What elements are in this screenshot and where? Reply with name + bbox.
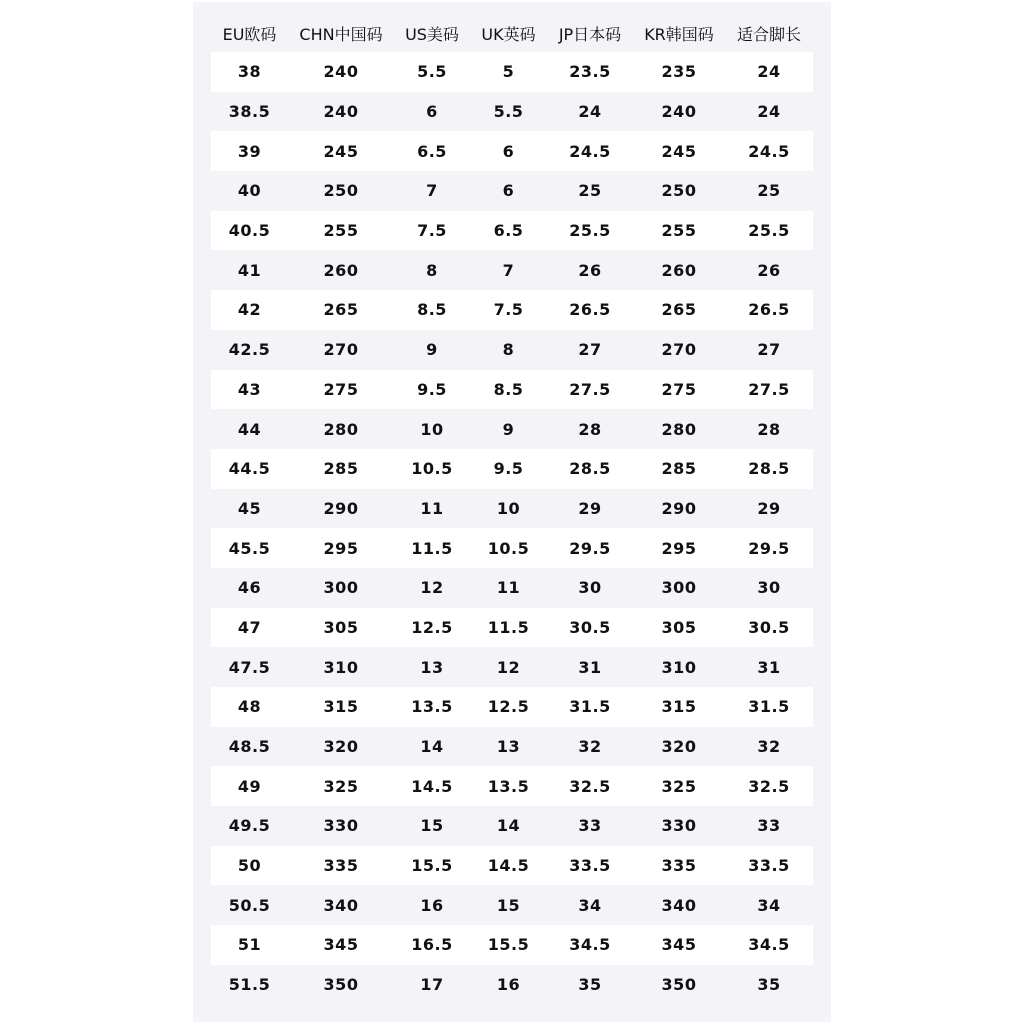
cell-uk: 7 xyxy=(502,260,515,280)
cell-kr: 290 xyxy=(661,498,697,518)
cell-jp: 30.5 xyxy=(569,617,611,637)
cell-foot-length: 35 xyxy=(757,975,781,995)
cell-us: 11.5 xyxy=(411,538,453,558)
cell-foot-length: 24 xyxy=(757,62,781,82)
cell-chn: 280 xyxy=(323,419,359,439)
cell-jp: 32 xyxy=(578,737,602,757)
cell-jp: 34 xyxy=(578,895,602,915)
table-row xyxy=(211,608,813,648)
cell-uk: 10 xyxy=(496,498,521,518)
table-row xyxy=(211,568,813,608)
table-row xyxy=(211,489,813,529)
cell-chn: 290 xyxy=(323,498,359,518)
cell-us: 14.5 xyxy=(411,776,453,796)
table-row xyxy=(211,370,813,410)
cell-eu: 42.5 xyxy=(228,340,271,360)
cell-us: 10.5 xyxy=(411,459,453,479)
cell-us: 17 xyxy=(420,975,444,995)
cell-jp: 26.5 xyxy=(569,300,611,320)
cell-chn: 345 xyxy=(323,935,359,955)
cell-chn: 260 xyxy=(323,260,359,280)
cell-kr: 270 xyxy=(661,340,697,360)
cell-foot-length: 31 xyxy=(757,657,781,677)
header-chn: CHN中国码 xyxy=(299,24,383,44)
cell-foot-length: 26 xyxy=(757,260,781,280)
table-row xyxy=(211,846,813,886)
cell-uk: 13.5 xyxy=(487,776,530,796)
cell-chn: 250 xyxy=(323,181,359,201)
cell-foot-length: 28.5 xyxy=(748,459,790,479)
cell-eu: 47.5 xyxy=(228,657,271,677)
cell-foot-length: 30.5 xyxy=(748,617,790,637)
cell-foot-length: 29.5 xyxy=(748,538,790,558)
cell-eu: 44.5 xyxy=(228,459,271,479)
cell-uk: 14.5 xyxy=(487,856,530,876)
cell-foot-length: 27.5 xyxy=(748,379,790,399)
table-row xyxy=(211,806,813,846)
cell-eu: 51 xyxy=(237,935,262,955)
cell-jp: 28.5 xyxy=(569,459,611,479)
cell-jp: 33.5 xyxy=(569,856,611,876)
cell-jp: 30 xyxy=(578,578,602,598)
cell-chn: 340 xyxy=(323,895,359,915)
cell-kr: 275 xyxy=(661,379,697,399)
cell-foot-length: 32 xyxy=(757,737,781,757)
cell-uk: 11 xyxy=(496,578,521,598)
table-row xyxy=(211,965,813,1005)
cell-kr: 280 xyxy=(661,419,697,439)
header-uk: UK英码 xyxy=(481,24,536,44)
cell-foot-length: 34.5 xyxy=(748,935,790,955)
table-row xyxy=(211,449,813,489)
cell-us: 6.5 xyxy=(417,141,447,161)
cell-jp: 33 xyxy=(578,816,602,836)
cell-chn: 320 xyxy=(323,737,359,757)
header-kr: KR韩国码 xyxy=(644,24,714,44)
table-row xyxy=(211,409,813,449)
cell-uk: 12.5 xyxy=(487,697,530,717)
cell-kr: 350 xyxy=(661,975,697,995)
cell-kr: 320 xyxy=(661,737,697,757)
cell-us: 16 xyxy=(420,895,444,915)
cell-jp: 29 xyxy=(578,498,602,518)
cell-chn: 265 xyxy=(323,300,359,320)
cell-us: 9 xyxy=(426,340,438,360)
cell-kr: 260 xyxy=(661,260,697,280)
header-us: US美码 xyxy=(405,24,459,44)
cell-us: 7 xyxy=(426,181,438,201)
cell-chn: 240 xyxy=(323,62,359,82)
table-row xyxy=(211,171,813,211)
cell-chn: 305 xyxy=(323,617,359,637)
table-header xyxy=(211,14,813,52)
cell-uk: 14 xyxy=(496,816,521,836)
cell-foot-length: 24.5 xyxy=(748,141,790,161)
cell-chn: 295 xyxy=(323,538,359,558)
cell-eu: 51.5 xyxy=(228,975,271,995)
cell-eu: 48.5 xyxy=(228,737,271,757)
cell-eu: 46 xyxy=(237,578,262,598)
cell-eu: 49 xyxy=(237,776,262,796)
cell-foot-length: 33.5 xyxy=(748,856,790,876)
cell-uk: 15 xyxy=(496,895,521,915)
table-row xyxy=(211,290,813,330)
cell-us: 11 xyxy=(420,498,444,518)
cell-uk: 12 xyxy=(496,657,521,677)
header-foot-length: 适合脚长 xyxy=(736,24,801,44)
cell-chn: 310 xyxy=(323,657,359,677)
table-body xyxy=(211,52,813,1005)
cell-jp: 29.5 xyxy=(569,538,611,558)
cell-kr: 315 xyxy=(661,697,697,717)
cell-jp: 23.5 xyxy=(569,62,611,82)
cell-eu: 41 xyxy=(237,260,262,280)
cell-kr: 310 xyxy=(661,657,697,677)
size-chart-panel xyxy=(193,2,831,1022)
cell-kr: 240 xyxy=(661,102,697,122)
table-row xyxy=(211,52,813,92)
cell-eu: 44 xyxy=(237,419,262,439)
header-jp: JP日本码 xyxy=(558,24,622,44)
cell-eu: 45.5 xyxy=(228,538,271,558)
cell-kr: 295 xyxy=(661,538,697,558)
cell-jp: 25 xyxy=(578,181,602,201)
cell-eu: 43 xyxy=(237,379,262,399)
table-row xyxy=(211,727,813,767)
cell-uk: 8.5 xyxy=(493,379,524,399)
table-row xyxy=(211,92,813,132)
cell-us: 9.5 xyxy=(417,379,447,399)
cell-chn: 335 xyxy=(323,856,359,876)
cell-foot-length: 30 xyxy=(757,578,781,598)
table-row xyxy=(211,330,813,370)
cell-kr: 340 xyxy=(661,895,697,915)
cell-us: 12 xyxy=(420,578,444,598)
cell-chn: 350 xyxy=(323,975,359,995)
cell-us: 13 xyxy=(420,657,444,677)
table-row xyxy=(211,885,813,925)
cell-uk: 5.5 xyxy=(493,102,524,122)
cell-us: 13.5 xyxy=(411,697,453,717)
cell-foot-length: 28 xyxy=(757,419,781,439)
cell-kr: 245 xyxy=(661,141,697,161)
table-row xyxy=(211,647,813,687)
cell-chn: 315 xyxy=(323,697,359,717)
cell-kr: 330 xyxy=(661,816,697,836)
table-row xyxy=(211,528,813,568)
cell-us: 15 xyxy=(420,816,444,836)
cell-uk: 9.5 xyxy=(493,459,524,479)
cell-foot-length: 26.5 xyxy=(748,300,790,320)
cell-eu: 39 xyxy=(237,141,262,161)
cell-eu: 45 xyxy=(237,498,262,518)
cell-chn: 270 xyxy=(323,340,359,360)
cell-foot-length: 25 xyxy=(757,181,781,201)
cell-eu: 49.5 xyxy=(228,816,271,836)
cell-kr: 265 xyxy=(661,300,697,320)
cell-chn: 285 xyxy=(323,459,359,479)
cell-uk: 6 xyxy=(502,141,515,161)
cell-uk: 6 xyxy=(502,181,515,201)
cell-foot-length: 34 xyxy=(757,895,781,915)
cell-foot-length: 33 xyxy=(757,816,781,836)
cell-us: 16.5 xyxy=(411,935,453,955)
cell-uk: 7.5 xyxy=(493,300,524,320)
cell-foot-length: 25.5 xyxy=(748,221,790,241)
cell-chn: 275 xyxy=(323,379,359,399)
cell-kr: 325 xyxy=(661,776,697,796)
cell-chn: 300 xyxy=(323,578,359,598)
cell-foot-length: 31.5 xyxy=(748,697,790,717)
cell-uk: 6.5 xyxy=(493,221,524,241)
cell-eu: 48 xyxy=(237,697,262,717)
cell-us: 14 xyxy=(420,737,444,757)
table-row xyxy=(211,925,813,965)
cell-us: 8.5 xyxy=(417,300,447,320)
table-row xyxy=(211,766,813,806)
cell-eu: 50.5 xyxy=(228,895,271,915)
cell-kr: 305 xyxy=(661,617,697,637)
table-row xyxy=(211,211,813,251)
cell-jp: 34.5 xyxy=(569,935,611,955)
cell-kr: 235 xyxy=(661,62,697,82)
cell-uk: 9 xyxy=(502,419,515,439)
cell-jp: 35 xyxy=(578,975,602,995)
cell-kr: 255 xyxy=(661,221,697,241)
cell-foot-length: 29 xyxy=(757,498,781,518)
cell-jp: 26 xyxy=(578,260,602,280)
cell-chn: 330 xyxy=(323,816,359,836)
cell-eu: 40.5 xyxy=(228,221,271,241)
table-row xyxy=(211,131,813,171)
table-row xyxy=(211,687,813,727)
cell-uk: 10.5 xyxy=(487,538,530,558)
cell-kr: 300 xyxy=(661,578,697,598)
cell-jp: 24.5 xyxy=(569,141,611,161)
cell-us: 6 xyxy=(426,102,438,122)
cell-jp: 31.5 xyxy=(569,697,611,717)
cell-chn: 325 xyxy=(323,776,359,796)
cell-jp: 25.5 xyxy=(569,221,611,241)
cell-jp: 27 xyxy=(578,340,602,360)
cell-kr: 335 xyxy=(661,856,697,876)
cell-us: 8 xyxy=(426,260,438,280)
cell-uk: 5 xyxy=(502,62,515,82)
cell-kr: 285 xyxy=(661,459,697,479)
cell-chn: 240 xyxy=(323,102,359,122)
cell-uk: 8 xyxy=(502,340,515,360)
cell-chn: 245 xyxy=(323,141,359,161)
cell-jp: 27.5 xyxy=(569,379,611,399)
cell-uk: 13 xyxy=(496,737,521,757)
cell-chn: 255 xyxy=(323,221,359,241)
cell-jp: 32.5 xyxy=(569,776,611,796)
cell-uk: 11.5 xyxy=(487,617,530,637)
cell-uk: 15.5 xyxy=(487,935,530,955)
header-eu: EU欧码 xyxy=(222,24,277,44)
cell-us: 15.5 xyxy=(411,856,453,876)
cell-eu: 42 xyxy=(237,300,262,320)
table-row xyxy=(211,250,813,290)
cell-jp: 24 xyxy=(578,102,602,122)
cell-eu: 47 xyxy=(237,617,262,637)
cell-eu: 38 xyxy=(237,62,262,82)
cell-foot-length: 27 xyxy=(757,340,781,360)
cell-uk: 16 xyxy=(496,975,521,995)
cell-us: 12.5 xyxy=(411,617,453,637)
cell-jp: 31 xyxy=(578,657,602,677)
cell-foot-length: 24 xyxy=(757,102,781,122)
cell-kr: 250 xyxy=(661,181,697,201)
cell-us: 5.5 xyxy=(417,62,447,82)
cell-kr: 345 xyxy=(661,935,697,955)
cell-us: 10 xyxy=(420,419,444,439)
cell-jp: 28 xyxy=(578,419,602,439)
cell-foot-length: 32.5 xyxy=(748,776,790,796)
cell-us: 7.5 xyxy=(417,221,447,241)
cell-eu: 38.5 xyxy=(228,102,271,122)
cell-eu: 50 xyxy=(237,856,262,876)
cell-eu: 40 xyxy=(237,181,262,201)
